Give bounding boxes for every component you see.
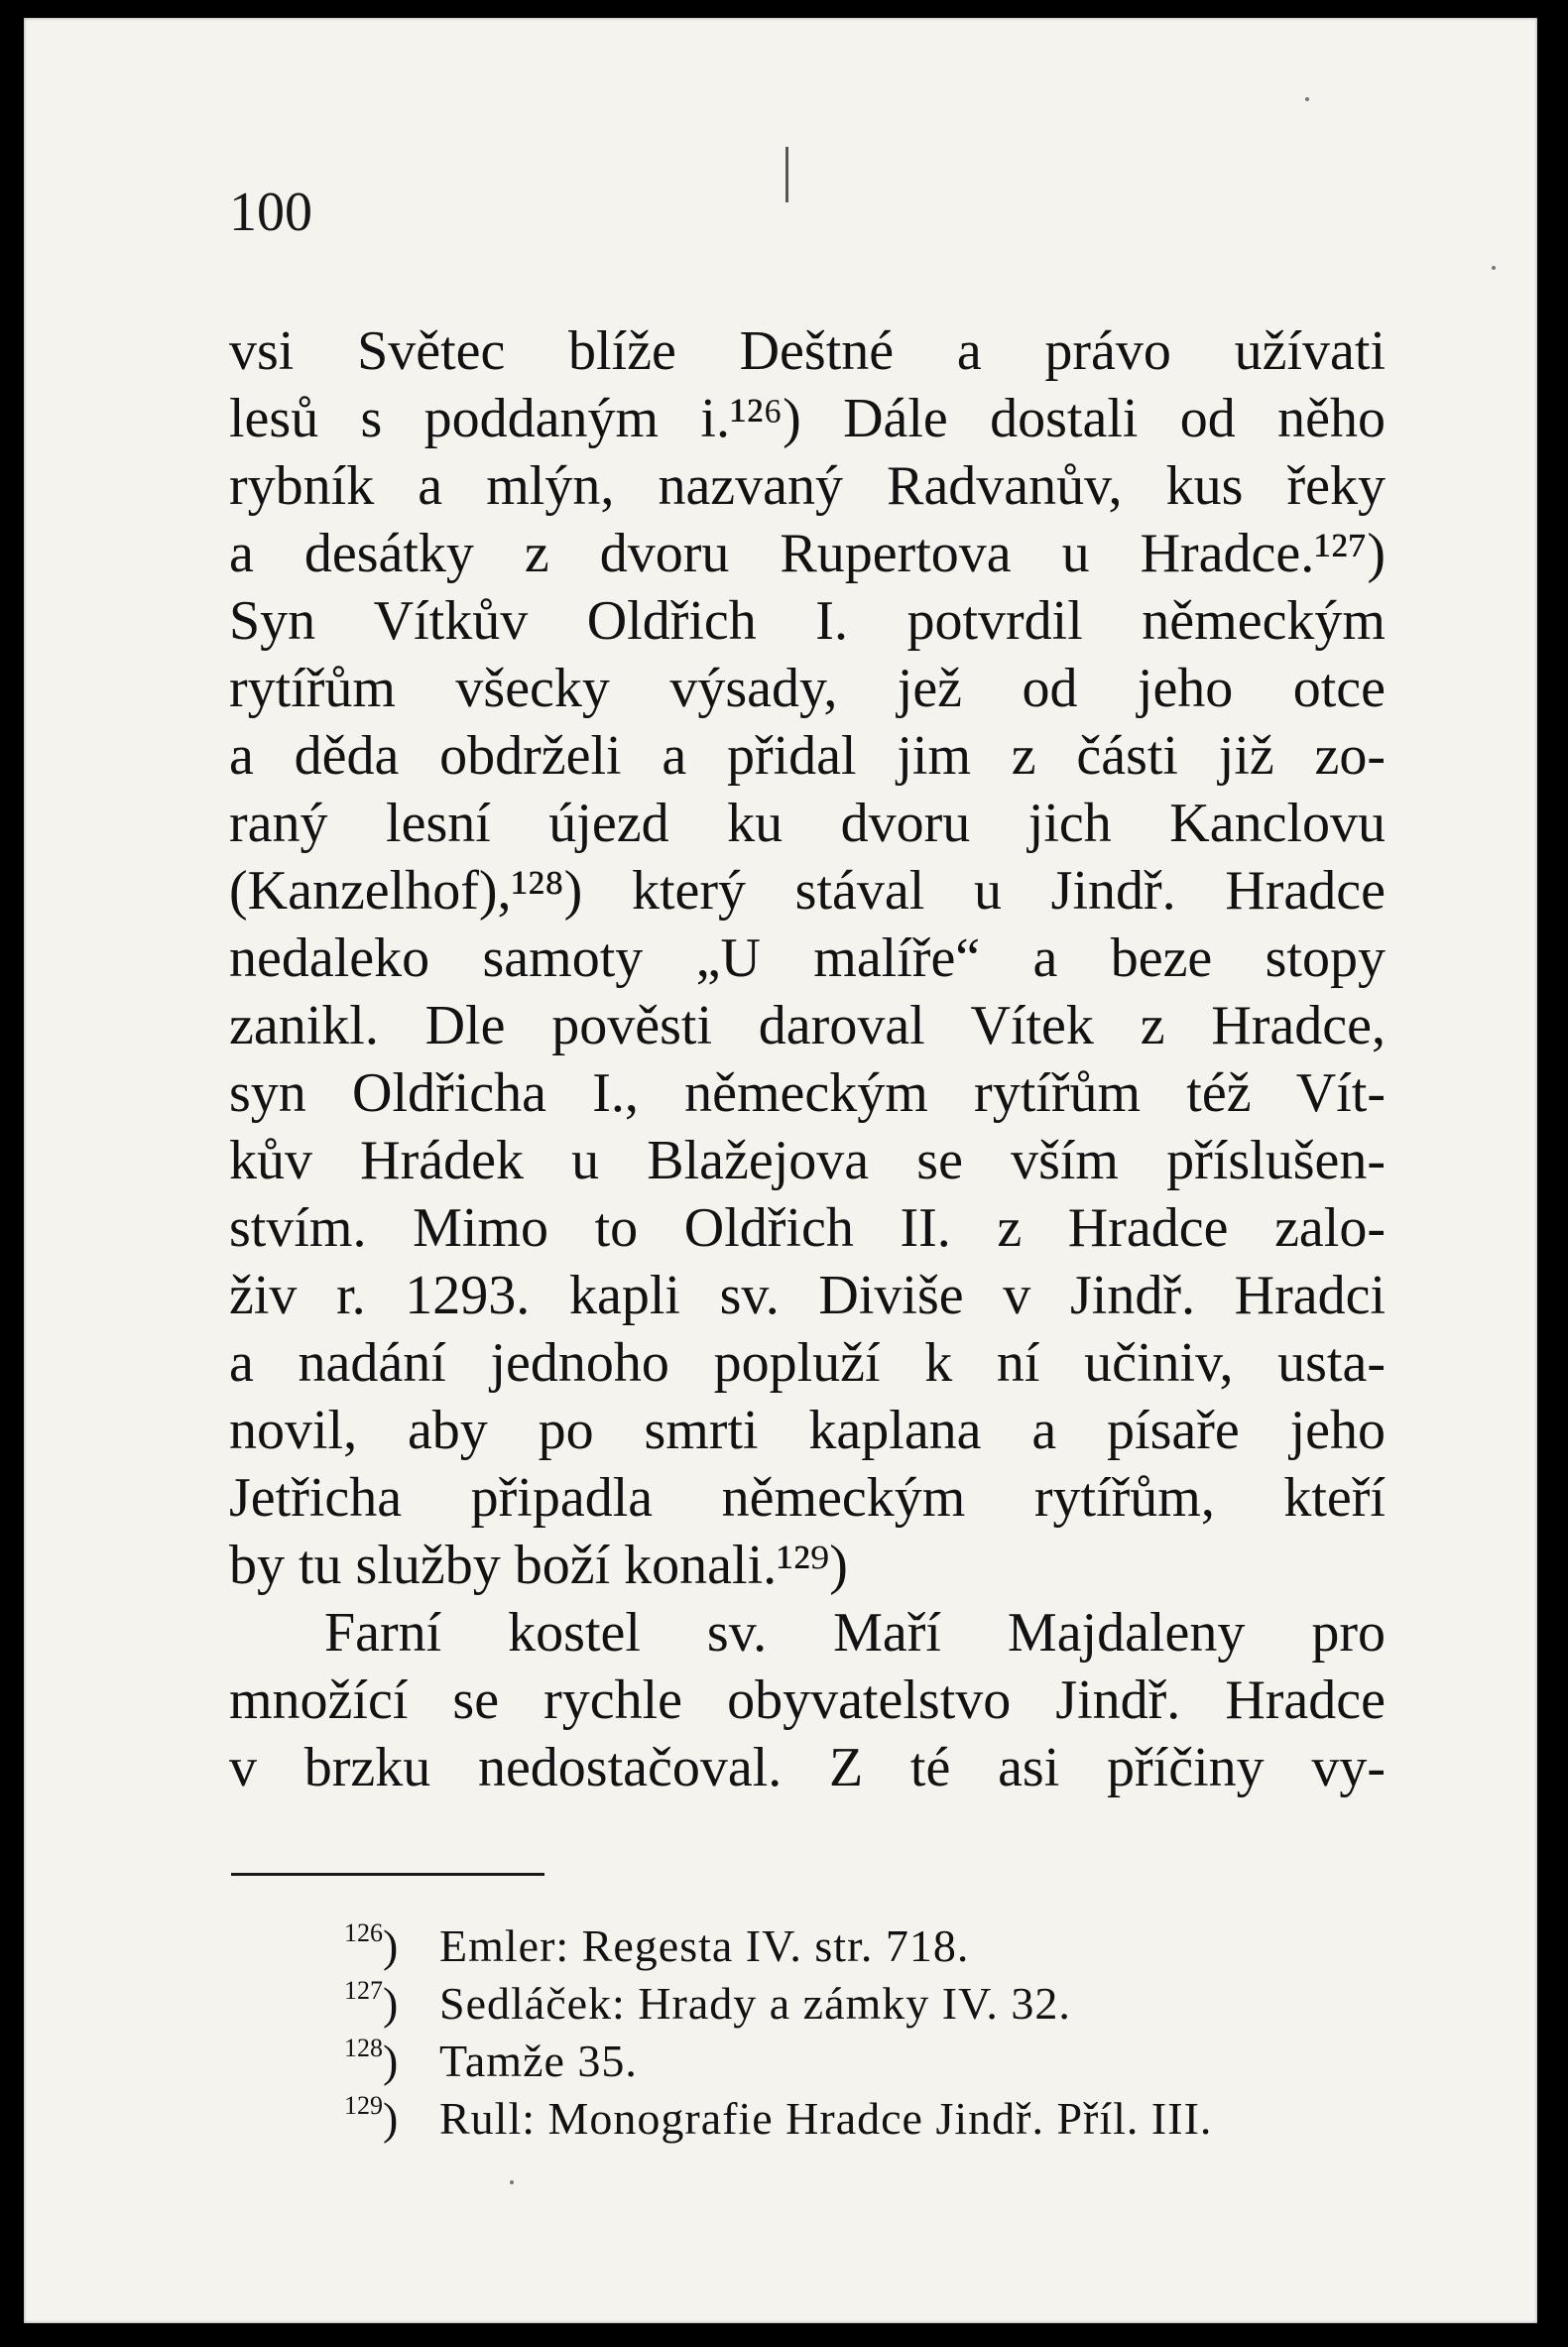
footnote <box>344 1962 1376 2029</box>
text-line: stvím. Mimo to Oldřich II. z Hradce zalo- <box>229 1197 1386 1259</box>
text-line: (Kanzelhof),¹²⁸) který stával u Jindř. Hradce <box>229 860 1386 922</box>
book-page <box>24 18 1537 2323</box>
text-line: v brzku nedostačoval. Z té asi příčiny vy- <box>229 1737 1386 1798</box>
text-line: živ r. 1293. kapli sv. Diviše v Jindř. Hradci <box>229 1265 1386 1326</box>
text-line: rytířům všecky výsady, jež od jeho otce <box>229 658 1386 719</box>
footnote-text: Emler: Regesta IV. str. 718. <box>439 1920 970 1971</box>
paper-speck <box>510 2180 514 2184</box>
footnote-ref: $^{129}$) <box>344 2091 399 2144</box>
text-line: rybník a mlýn, nazvaný Radvanův, kus řeky <box>229 455 1386 517</box>
paper-speck <box>1305 97 1309 101</box>
text-line: množící se rychle obyvatelstvo Jindř. Hradce <box>229 1669 1386 1731</box>
margin-mark <box>785 147 788 202</box>
text-line: a nadání jednoho popluží k ní učiniv, usta- <box>229 1332 1386 1394</box>
text-line: syn Oldřicha I., německým rytířům též Vít- <box>229 1062 1386 1124</box>
text-line: a desátky z dvoru Rupertova u Hradce.¹²⁷) <box>229 523 1386 584</box>
text-line: Syn Vítkův Oldřich I. potvrdil německým <box>229 590 1386 652</box>
footnote-text: Tamže 35. <box>439 2036 638 2086</box>
footnote <box>344 1905 1376 1971</box>
text-line: Farní kostel sv. Maří Majdaleny pro <box>324 1602 1386 1664</box>
text-line: by tu služby boží konali.¹²⁹) <box>229 1535 848 1596</box>
footnote-text: Sedláček: Hrady a zámky IV. 32. <box>439 1978 1071 2029</box>
text-line: vsi Světec blíže Deštné a právo užívati <box>229 320 1386 382</box>
page-number: 100 <box>229 182 312 243</box>
text-line: lesů s poddaným i.¹²⁶) Dále dostali od něho <box>229 388 1386 449</box>
footnote-divider <box>231 1873 544 1876</box>
text-line: raný lesní újezd ku dvoru jich Kanclovu <box>229 793 1386 854</box>
text-line: Jetřicha připadla německým rytířům, kteří <box>229 1467 1386 1529</box>
text-line: nedaleko samoty „U malíře“ a beze stopy <box>229 927 1386 989</box>
text-line: zanikl. Dle pověsti daroval Vítek z Hradce, <box>229 995 1386 1056</box>
text-line: novil, aby po smrti kaplana a písaře jeho <box>229 1400 1386 1461</box>
footnote-text: Rull: Monografie Hradce Jindř. Příl. III. <box>439 2093 1213 2144</box>
footnote-ref: $^{126}$) <box>344 1918 399 1971</box>
footnotes <box>344 1905 1376 2144</box>
footnote <box>344 2077 1376 2144</box>
text-line: kův Hrádek u Blažejova se vším příslušen- <box>229 1130 1386 1191</box>
body-text <box>229 317 1386 1801</box>
footnote-ref: $^{127}$) <box>344 1976 399 2029</box>
footnote-ref: $^{128}$) <box>344 2034 399 2086</box>
text-line: a děda obdrželi a přidal jim z části již zo- <box>229 725 1386 787</box>
paper-speck <box>1492 266 1496 270</box>
